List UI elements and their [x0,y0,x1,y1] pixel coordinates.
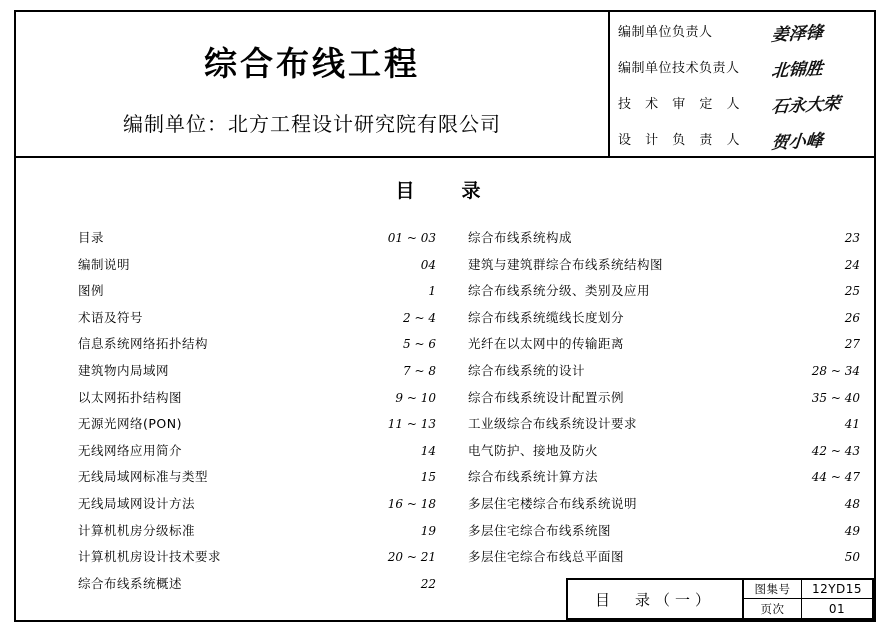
footer-meta [744,580,872,618]
toc-entry-page: 04 [420,257,436,272]
toc-entry-page: 48 [844,496,860,511]
toc-entry-label: 电气防护、接地及防火 [468,442,599,458]
toc-entry-label: 综合布线系统分级、类别及应用 [468,283,651,299]
toc-entry-page: 35 ~ 40 [811,390,860,405]
toc-entry-label: 综合布线系统缆线长度划分 [468,309,625,325]
toc-entry [78,228,436,255]
toc-entry-page: 50 [844,550,860,565]
toc-entry [78,361,436,388]
toc-entry-label: 多层住宅楼综合布线系统说明 [468,495,638,511]
signature-row [610,120,874,156]
signature-row [610,84,874,120]
toc-entry-label: 综合布线系统概述 [78,575,183,591]
toc-entry-page: 15 [420,470,436,485]
toc-entry [468,281,860,308]
toc-entry [468,521,860,548]
toc-entry-label: 术语及符号 [78,309,144,325]
toc-entry-page: 28 ~ 34 [811,363,860,378]
toc-entry-label: 目录 [78,230,105,245]
toc-entry-label: 计算机机房设计技术要求 [78,549,222,565]
signature-label: 编制单位技术负责人 [618,60,740,76]
toc-entry-page: 19 [420,523,436,538]
toc-entry [78,388,436,415]
toc-entry-label: 多层住宅综合布线系统图 [468,522,612,538]
toc-entry-label: 无线网络应用简介 [78,442,183,458]
toc-entry-page: 9 ~ 10 [395,390,436,405]
toc-entry-label: 建筑物内局域网 [78,362,170,378]
toc-entry [468,467,860,494]
toc-entry-page: 14 [420,443,436,458]
toc-entry-label: 无线局域网设计方法 [78,495,196,511]
atlas-number-label: 图集号 [744,580,802,598]
signature-label: 技 术 审 定 人 [618,96,745,112]
toc-entry-label: 综合布线系统设计配置示例 [468,389,625,405]
signature-label: 设 计 负 责 人 [618,132,745,148]
toc-entry [78,574,436,601]
toc-column-right [468,228,860,574]
toc-entry [78,441,436,468]
toc-entry [78,467,436,494]
toc-entry-page: 20 ~ 21 [387,550,436,565]
toc-entry [78,334,436,361]
signature-name: 姜泽锋 [770,22,824,46]
footer-sheet-title: 目 录（一） [568,580,744,618]
toc-entry-page: 01 ~ 03 [387,231,436,245]
toc-entry-page: 11 ~ 13 [387,417,436,432]
toc-entry-label: 图例 [78,283,105,299]
toc-entry [78,547,436,574]
toc-entry-label: 无源光网络(PON) [78,416,182,432]
toc-entry-page: 27 [844,337,860,352]
toc-entry [78,521,436,548]
toc-entry [468,334,860,361]
toc-entry-page: 41 [844,417,860,432]
title-area [16,12,608,156]
signature-block [608,12,874,156]
signature-row [610,12,874,48]
toc-entry-label: 编制说明 [78,256,131,272]
toc-entry-label: 综合布线系统计算方法 [468,469,599,485]
toc-entry [468,441,860,468]
toc-entry [468,494,860,521]
page-number-label: 页次 [744,599,802,618]
signature-name: 石永大荣 [770,93,841,118]
footer-atlas-row [744,580,872,599]
toc-entry-label: 多层住宅综合布线总平面图 [468,549,625,565]
toc-entry-label: 以太网拓扑结构图 [78,389,183,405]
toc-entry-page: 1 [428,284,436,299]
toc-heading: 目 录 [395,180,495,202]
toc-entry [468,228,860,255]
page-number-value: 01 [828,601,846,616]
toc-entry [78,281,436,308]
signature-label: 编制单位负责人 [618,24,713,40]
toc-entry-page: 44 ~ 47 [811,470,860,485]
toc-entry-page: 49 [844,523,860,538]
footer-title-block [566,578,874,620]
signature-row [610,48,874,84]
signature-name: 贺小峰 [770,130,824,154]
atlas-number-value: 12YD15 [811,582,863,596]
title-header [16,12,874,158]
document-subtitle: 编制单位：北方工程设计研究院有限公司 [123,112,501,136]
toc-column-left [78,228,436,600]
toc-entry-label: 工业级综合布线系统设计要求 [468,416,638,432]
toc-entry [468,361,860,388]
toc-entry-page: 22 [420,576,436,591]
footer-page-row [744,599,872,618]
toc-entry [468,414,860,441]
signature-name: 北锦胜 [770,58,824,82]
toc-entry-page: 16 ~ 18 [387,496,436,511]
toc-entry-label: 综合布线系统的设计 [468,362,586,378]
toc-entry-page: 25 [844,284,860,299]
toc-entry-page: 7 ~ 8 [403,363,436,378]
toc-entry [78,414,436,441]
toc-entry-page: 2 ~ 4 [403,310,436,325]
toc-entry [78,494,436,521]
toc-entry [468,255,860,282]
toc-entry [468,388,860,415]
document-title: 综合布线工程 [204,44,420,83]
toc-entry [468,308,860,335]
toc-entry-label: 光纤在以太网中的传输距离 [468,336,625,352]
toc-entry-page: 24 [844,257,860,272]
toc-entry-label: 计算机机房分级标准 [78,522,196,538]
toc-entry-label: 建筑与建筑群综合布线系统结构图 [468,256,664,272]
toc-entry-label: 综合布线系统构成 [468,230,573,245]
toc-entry-page: 5 ~ 6 [403,337,436,352]
toc-entry-page: 42 ~ 43 [811,443,860,458]
toc-entry [468,547,860,574]
toc-entry [78,308,436,335]
toc-entry-label: 信息系统网络拓扑结构 [78,336,209,352]
toc-entry-page: 23 [844,231,860,245]
toc-entry-label: 无线局域网标准与类型 [78,469,209,485]
toc-entry [78,255,436,282]
toc-entry-page: 26 [844,310,860,325]
